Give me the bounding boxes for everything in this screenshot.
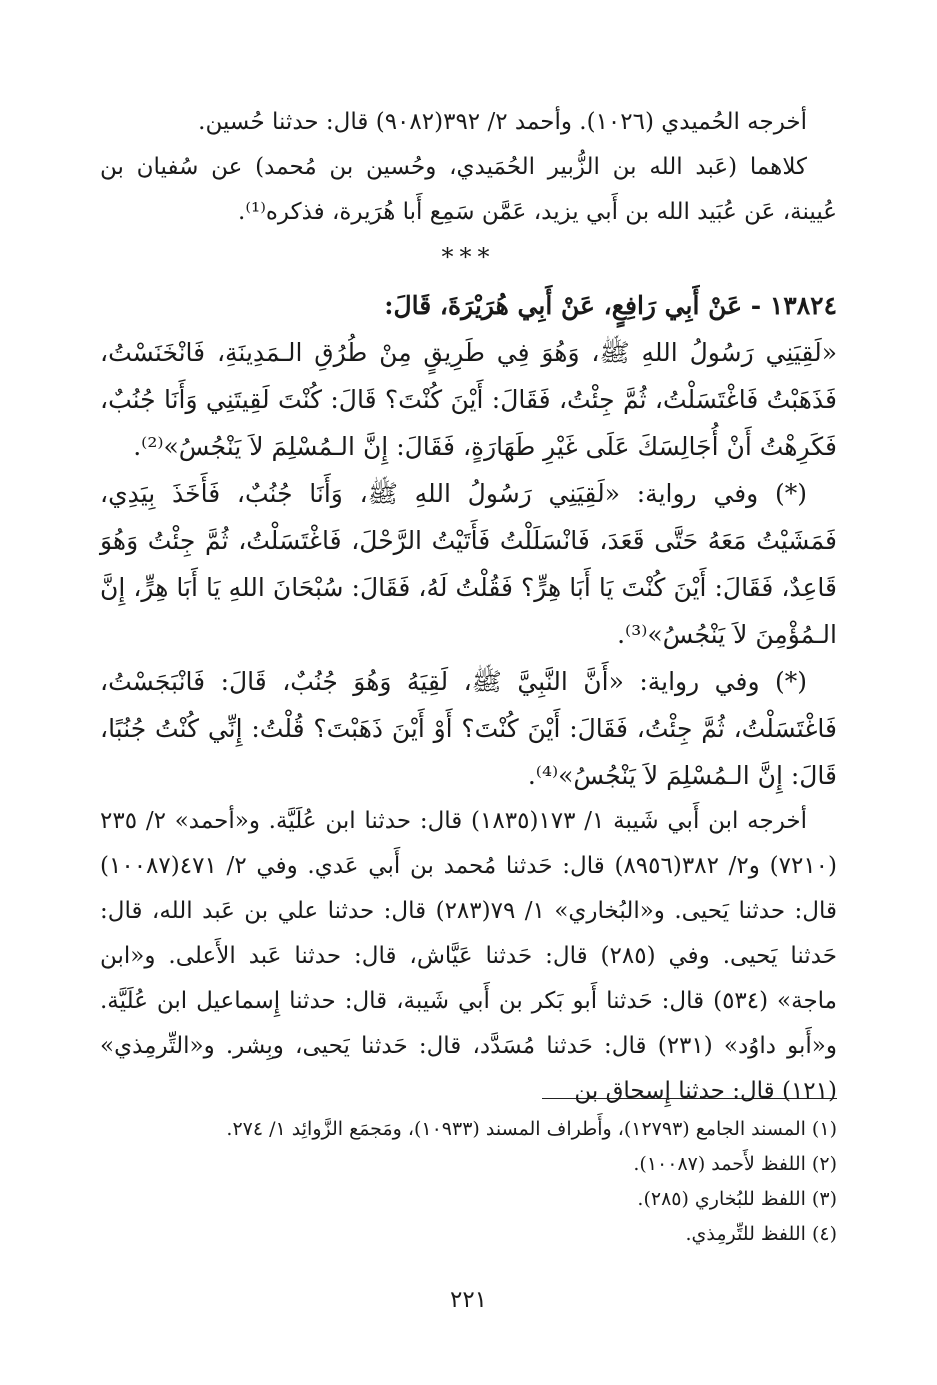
- footnote-2: (٢) اللفظ لأَحمد (١٠٠٨٧).: [633, 1153, 837, 1175]
- footnote-separator: [542, 1098, 837, 1099]
- takhrij-paragraph: أخرجه ابن أَبي شَيبة ١/ ١٧٣(١٨٣٥) قال: حدثنا ابن عُلَيَّة. و«أحمد» ٢/ ٢٣٥ (٧٢١٠) و٢/ ٣٨٢(٨٩٥٦) قال: حَدثنا مُحمد بن أَبي عَدي. وفي ٢/ ٤٧١(١٠٠٨٧) قال: حدثنا يَحيى. و«البُخاري» ١/ ٧٩(٢٨٣) قال: حدثنا علي بن عَبد الله، قال: حَدثنا يَحيى. وفي (٢٨٥) قال: حَدثنا عَيَّاش، قال: حدثنا عَبد الأَعلى. و«ابن ماجة» (٥٣٤) قال: حَدثنا أَبو بَكر بن أَبي شَيبة، قال: حدثنا إِسماعيل ابن عُلَيَّة. و«أَبو داوُد» (٢٣١) قال: حَدثنا مُسَدَّد، قال: حَدثنا يَحيى، وبِشر. و«التِّرمِذي» (١٢١) قال: حدثنا إِسحاق بن: [100, 808, 838, 1104]
- main-text: [100, 100, 837, 1114]
- hadith-text: «لَقِيَنِي رَسُولُ اللهِ ﷺ، وَهُوَ فِي طَرِيقٍ مِنْ طُرُقِ الـمَدِينَةِ، فَانْخَنَسْتُ، فَذَهَبْتُ فَاغْتَسَلْتُ، ثُمَّ جِئْتُ، فَقَالَ: أَيْنَ كُنْتَ؟ قَالَ: كُنْتَ لَقِيتَنِي وَأَنَا جُنُبٌ، فَكَرِهْتُ أَنْ أُجَالِسَكَ عَلَى غَيْرِ طَهَارَةٍ، فَقَالَ: إِنَّ الـمُسْلِمَ لاَ يَنْجُسُ»⁽²⁾.: [100, 338, 837, 461]
- page-number: ٢٢١: [449, 1287, 488, 1313]
- takhrij-intro-paragraph: أخرجه الحُميدي (١٠٢٦). وأحمد ٢/ ٣٩٢(٩٠٨٢) قال: حدثنا حُسين.: [198, 109, 807, 135]
- footnote-1: (١) المسند الجامع (١٢٧٩٣)، وأَطراف المسند (١٠٩٣٣)، ومَجمَع الزَّوائِد ١/ ٢٧٤.: [226, 1118, 837, 1140]
- hadith-heading: ١٣٨٢٤ - عَنْ أَبِي رَافِعٍ، عَنْ أَبِي هُرَيْرَةَ، قَالَ:: [384, 291, 837, 320]
- footnote-4: (٤) اللفظ للتِّرمِذي.: [685, 1223, 837, 1245]
- riwaya-paragraph-2: (*) وفي رواية: «أَنَّ النَّبِيَّ ﷺ، لَقِيَهُ وَهُوَ جُنُبٌ، قَالَ: فَانْبَجَسْتُ، فَاغْتَسَلْتُ، ثُمَّ جِئْتُ، فَقَالَ: أَيْنَ كُنْتَ؟ أَوْ أَيْنَ ذَهَبْتَ؟ قُلْتُ: إِنِّي كُنْتُ جُنُبًا، قَالَ: إِنَّ الـمُسْلِمَ لاَ يَنْجُسُ»⁽⁴⁾.: [100, 667, 837, 790]
- section-separator-stars: ***: [441, 243, 496, 271]
- riwaya-paragraph-1: (*) وفي رواية: «لَقِيَنِي رَسُولُ اللهِ ﷺ، وَأَنَا جُنُبٌ، فَأَخَذَ بِيَدِي، فَمَشَيْتُ مَعَهُ حَتَّى قَعَدَ، فَانْسَلَلْتُ فَأَتَيْتُ الرَّحْلَ، فَاغْتَسَلْتُ، ثُمَّ جِئْتُ وَهُوَ قَاعِدٌ، فَقَالَ: أَيْنَ كُنْتَ يَا أَبَا هِرٍّ؟ فَقُلْتُ لَهُ، فَقَالَ: سُبْحَانَ اللهِ يَا أَبَا هِرٍّ، إِنَّ الـمُؤْمِنَ لاَ يَنْجُسُ»⁽³⁾.: [100, 479, 837, 649]
- footnote-3: (٣) اللفظ للبُخاري (٢٨٥).: [637, 1188, 837, 1210]
- isnad-paragraph: كلاهما (عَبد الله بن الزُّبير الحُمَيدي، وحُسين بن مُحمد) عن سُفيان بن عُيينة، عَن عُبَيد الله بن أَبي يزيد، عَمَّن سَمِع أَبا هُرَيرة، فذكره⁽¹⁾.: [100, 154, 837, 225]
- footnotes: [100, 1112, 837, 1252]
